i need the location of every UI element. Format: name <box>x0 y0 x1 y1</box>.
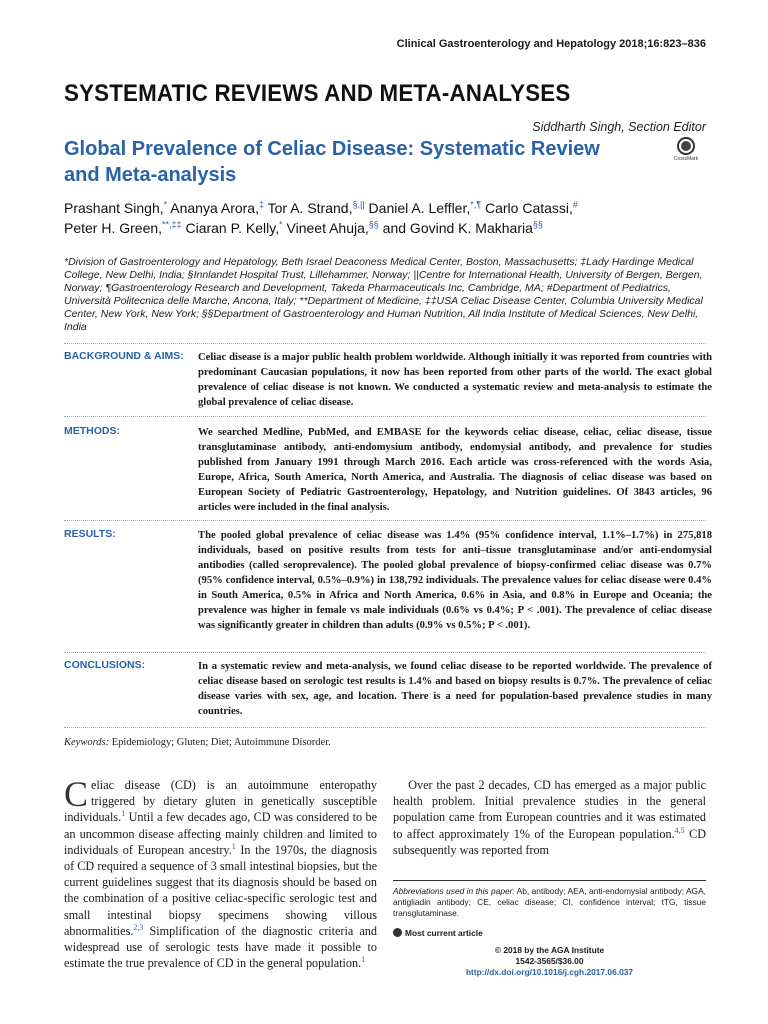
section-editor: Siddharth Singh, Section Editor <box>532 120 706 134</box>
author-affiliation-mark[interactable]: *,¶ <box>470 199 482 210</box>
author[interactable]: Ananya Arora,‡ <box>167 199 264 216</box>
abstract-label: CONCLUSIONS: <box>64 659 146 671</box>
author[interactable]: Peter H. Green,**,‡‡ <box>64 219 182 236</box>
author-affiliation-mark[interactable]: §§ <box>368 219 379 230</box>
author[interactable]: Daniel A. Leffler,*,¶ <box>364 199 482 216</box>
crossmark-icon <box>677 137 695 155</box>
author[interactable]: Ciaran P. Kelly,* <box>181 219 283 236</box>
divider <box>64 520 706 521</box>
body-column-left: Celiac disease (CD) is an autoimmune enteropathy triggered by dietary gluten in genetically susceptible individuals.$^1$ Until a few decades ago, CD was considered to be an uncommon disease affecting mainly children and limited to individuals of European ancestry.$^1$ In the 1970s, the diagnosis of CD required a sequence of 3 small intestinal biopsies, but the current guidelines suggest that its diagnosis should be based on the combination of a positive celiac-specific serologic test and small intestinal biopsy specimens showing villous abnormalities.$^{2,3}$ Simplification of the diagnostic criteria and widespread use of serologic tests have made it possible to estimate the true prevalence of CD in the general population.$^1$ <box>64 774 378 971</box>
abstract-label: BACKGROUND & AIMS: <box>64 350 184 362</box>
affiliations: *Division of Gastroenterology and Hepatology, Beth Israel Deaconess Medical Center, Boston, Massachusetts; ‡Lady Hardinge Medical College, New Delhi, India; §Innlandet Hospital Trust, Lillehammer, Norway; ||Centre for International Health, University of Bergen, Bergen, Norway; ¶Gastroenterology Research and Development, Takeda Pharmaceuticals Inc, Cambridge, MA; #Department of Pediatrics, Università Politecnica delle Marche, Ancona, Italy; **Department of Medicine, ‡‡USA Celiac Disease Center, Columbia University Medical Center, New York, New York; §§Department of Gastroenterology and Human Nutrition, All India Institute of Medical Sciences, New Delhi, India <box>64 256 703 333</box>
doi-link[interactable]: http://dx.doi.org/10.1016/j.cgh.2017.06.037 <box>465 967 634 977</box>
author[interactable]: Vineet Ahuja,§§ <box>282 219 379 236</box>
abstract-text: In a systematic review and meta-analysis, we found celiac disease to be reported worldwide. The prevalence of celiac disease based on serologic test results is 1.4% and based on biopsy results is 0.7%. The prevalence of celiac disease varies with sex, age, and location. There is a need for population-based prevalence studies in many countries. <box>198 661 712 717</box>
author-affiliation-mark[interactable]: §,|| <box>352 199 365 210</box>
abbreviations-footnote: Abbreviations used in this paper: Ab, antibody; AEA, anti-endomysial antibody; AGA, antigliadin antibody; CE, celiac disease; CI, confidence interval; tTG, tissue transglutaminase. <box>393 886 706 918</box>
journal-reference: Clinical Gastroenterology and Hepatology 2018;16:823–836 <box>396 38 706 50</box>
citation-link[interactable]: 1 <box>121 809 126 819</box>
abstract-text: The pooled global prevalence of celiac disease was 1.4% (95% confidence interval, 1.1%–1.7%) in 275,818 individuals, based on positive results from tests for anti–tissue transglutaminase and/or anti-endomysial antibodies (called seroprevalence). The pooled global prevalence of biopsy-confirmed celiac disease was 0.7% (95% confidence interval, 0.5%–0.9%) in 138,792 individuals. The prevalence values for celiac disease were 0.4% in South America, 0.5% in Africa and North America, 0.6% in Asia, and 0.8% in Europe and Oceania; the prevalence was higher in female vs male individuals (0.6% vs 0.4%; P < .001). The prevalence of celiac disease was significantly greater in children than adults (0.9% vs 0.5%; P < .001). <box>198 530 712 631</box>
abstract-text: Celiac disease is a major public health problem worldwide. Although initially it was reported from countries with predominant Caucasian populations, it now has been reported from other parts of the world. The exact global prevalence of celiac disease is not known. We conducted a systematic review and meta-analysis to estimate the global prevalence of celiac disease. <box>198 352 712 408</box>
most-current-icon <box>393 928 402 937</box>
copyright: © 2018 by the AGA Institute <box>494 945 605 955</box>
author[interactable]: Prashant Singh,* <box>64 199 168 216</box>
author-affiliation-mark[interactable]: ‡ <box>258 199 264 210</box>
author-affiliation-mark[interactable]: # <box>572 199 578 210</box>
divider <box>64 652 706 653</box>
abstract-label: METHODS: <box>64 425 120 437</box>
copyright-block <box>393 945 706 978</box>
divider <box>64 416 706 417</box>
divider <box>64 343 706 344</box>
citation-link[interactable]: 1 <box>231 841 236 851</box>
author-affiliation-mark[interactable]: §§ <box>532 219 543 230</box>
divider <box>64 727 706 728</box>
abstract-label: RESULTS: <box>64 528 116 540</box>
footnote-divider <box>393 880 706 881</box>
author-list <box>64 198 714 238</box>
abbreviations-label: Abbreviations used in this paper: <box>393 886 515 896</box>
keywords-list: Epidemiology; Gluten; Diet; Autoimmune Disorder. <box>111 737 331 748</box>
keywords <box>64 737 331 748</box>
author-affiliation-mark[interactable]: * <box>279 219 283 230</box>
drop-cap: C <box>64 774 89 814</box>
article-title: Global Prevalence of Celiac Disease: Systematic Review and Meta-analysis <box>64 138 600 186</box>
crossmark-badge[interactable] <box>668 137 704 162</box>
citation-link[interactable]: 2,3 <box>133 922 144 932</box>
author[interactable]: Tor A. Strand,§,|| <box>264 199 365 216</box>
author[interactable]: Carlo Catassi,# <box>481 199 578 216</box>
most-current-article: Most current article <box>393 928 483 938</box>
section-heading: SYSTEMATIC REVIEWS AND META-ANALYSES <box>64 80 571 107</box>
abstract-text: We searched Medline, PubMed, and EMBASE for the keywords celiac disease, celiac, celiac disease, tissue transglutaminase antibody, anti-endomysium antibody, endomysial antibody, and prevalence for studies published from January 1991 through March 2016. Each article was cross-referenced with the words Asia, Europe, Africa, South America, North America, and Australia. The diagnosis of celiac disease was based on European Society of Pediatric Gastroenterology, Hepatology, and Nutrition guidelines. Of 3843 articles, 96 articles were included in the final analysis. <box>198 427 712 513</box>
citation-link[interactable]: 4,5 <box>674 825 685 835</box>
author-affiliation-mark[interactable]: **,‡‡ <box>162 219 182 230</box>
crossmark-label: CrossMark <box>673 156 699 162</box>
body-column-right: Over the past 2 decades, CD has emerged as a major public health problem. Initial prevalence studies in the general population came from European countries and it was estimated to affect approximately 1% of the European population.$^{4,5}$ CD subsequently was reported from <box>393 778 706 857</box>
citation-link[interactable]: 1 <box>361 955 366 965</box>
issn: 1542-3565/$36.00 <box>515 956 584 966</box>
author[interactable]: and Govind K. Makharia§§ <box>378 219 543 236</box>
keywords-label: Keywords: <box>64 737 110 748</box>
author-affiliation-mark[interactable]: * <box>163 199 168 210</box>
